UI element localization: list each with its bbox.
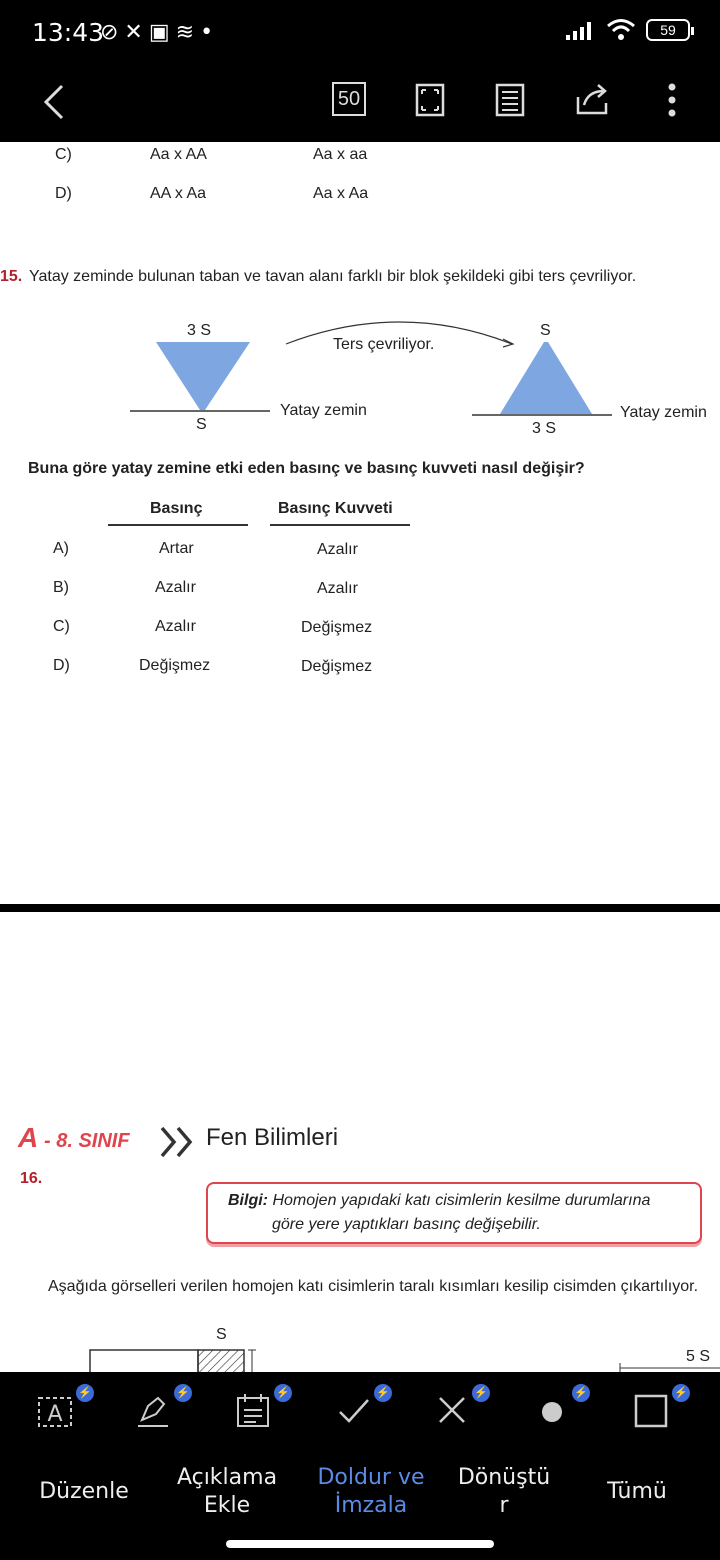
option-a-label[interactable]: A) [53, 540, 69, 557]
option-b-label[interactable]: B) [53, 579, 69, 596]
draw-tool-button[interactable] [134, 1387, 190, 1434]
info-box-line2: göre yere yaptıkları basınç değişebilir. [272, 1216, 541, 1233]
pdf-page-2 [0, 912, 720, 1372]
cross-tool-button[interactable] [432, 1387, 488, 1434]
info-box-line1 [228, 1192, 650, 1210]
status-bar [0, 0, 720, 66]
option-c-col1: Azalır [155, 618, 196, 635]
option-b-col2: Azalır [317, 580, 358, 597]
left-ground-label: Yatay zemin [280, 402, 367, 419]
tab-donustur-label2: r [499, 1493, 509, 1518]
q16-text: Aşağıda görselleri verilen homojen katı cisimlerin taralı kısımları kesilip cisimden çıkartılıyor. [48, 1278, 699, 1295]
prev-option-c-label: C) [55, 146, 72, 163]
more-options-button[interactable] [652, 78, 692, 122]
fullscreen-icon [415, 83, 445, 117]
tab-duzenle-label: Düzenle [39, 1479, 129, 1504]
q15-figure [0, 312, 720, 442]
bolt-icon: ⚡ [472, 1384, 490, 1402]
home-indicator[interactable] [226, 1540, 494, 1548]
left-top-label: 3 S [187, 322, 212, 339]
text-tool-button[interactable] [36, 1387, 92, 1434]
arrow-label: Ters çevriliyor. [333, 336, 435, 353]
text-box-icon [36, 1390, 76, 1430]
tab-duzenle[interactable] [30, 1478, 138, 1506]
svg-text:A: A [47, 1402, 63, 1427]
bolt-icon: ⚡ [572, 1384, 590, 1402]
notification-icons: ⊘✕▣≋• [100, 20, 220, 45]
tab-donustur-label1: Dönüştü [457, 1465, 551, 1490]
tab-aciklama-label2: Ekle [203, 1493, 251, 1518]
bolt-icon: ⚡ [76, 1384, 94, 1402]
pen-icon [134, 1390, 174, 1430]
tab-aciklama-ekle[interactable] [164, 1464, 290, 1520]
rectangle-tool-button[interactable] [632, 1387, 688, 1434]
check-tool-button[interactable] [334, 1387, 390, 1434]
q15-text: Yatay zeminde bulunan taban ve tavan alanı farklı bir blok şekildeki gibi ters çevriliyor. [29, 268, 637, 285]
prev-option-d-col2: Aa x Aa [313, 185, 369, 202]
signal-icon [564, 19, 596, 41]
header-basinc-kuvveti: Basınç Kuvveti [278, 500, 393, 517]
tab-doldur-label1: Doldur ve [317, 1465, 425, 1490]
fullscreen-button[interactable] [410, 78, 450, 122]
square-icon [632, 1390, 672, 1430]
q16-fig-s-label: S [216, 1326, 227, 1343]
left-bottom-label: S [196, 416, 207, 433]
header-subject: Fen Bilimleri [206, 1124, 339, 1151]
chevron-right-icon [158, 1124, 198, 1160]
date-tool-button[interactable] [234, 1387, 290, 1434]
page-number-button[interactable]: 50 [332, 82, 366, 116]
info-label: Bilgi: [228, 1192, 268, 1209]
cross-icon [432, 1390, 472, 1430]
page-separator [0, 904, 720, 912]
prev-option-d-label: D) [55, 185, 72, 202]
tab-doldur-ve-imzala[interactable] [306, 1464, 436, 1520]
q15-number: 15. [0, 268, 23, 285]
tab-tumu-label: Tümü [607, 1479, 667, 1504]
reading-mode-icon [495, 83, 525, 117]
header-grade: - 8. SINIF [44, 1130, 130, 1152]
bolt-icon: ⚡ [174, 1384, 192, 1402]
option-c-col2: Değişmez [301, 619, 373, 636]
status-right [564, 18, 690, 42]
upright-block-shape [500, 342, 592, 414]
calendar-icon [234, 1390, 274, 1430]
right-ground-label: Yatay zemin [620, 404, 707, 421]
right-bottom-label: 3 S [532, 420, 557, 437]
q16-figure [0, 1342, 720, 1372]
share-icon [574, 83, 610, 117]
inverted-block-shape [156, 342, 250, 410]
wifi-icon [606, 18, 636, 42]
checkmark-icon [334, 1390, 374, 1430]
tab-aciklama-label1: Açıklama [176, 1465, 278, 1490]
back-icon[interactable] [36, 80, 76, 124]
option-c-label[interactable]: C) [53, 618, 70, 635]
tab-donustur[interactable] [450, 1464, 558, 1520]
q16-fig-5s-label: 5 S [686, 1348, 711, 1365]
header-underline-2 [270, 524, 410, 526]
q15-question: Buna göre yatay zemine etki eden basınç ve basınç kuvveti nasıl değişir? [28, 460, 585, 477]
option-d-col2: Değişmez [301, 658, 373, 675]
viewer-toolbar [0, 66, 720, 142]
option-a-col2: Azalır [317, 541, 358, 558]
prev-option-c-col1: Aa x AA [150, 146, 207, 163]
dot-icon [532, 1390, 572, 1430]
pdf-page-1 [0, 142, 720, 904]
option-a-col1: Artar [159, 540, 194, 557]
option-d-col1: Değişmez [139, 657, 211, 674]
reading-mode-button[interactable] [490, 78, 530, 122]
right-top-label: S [540, 322, 551, 339]
header-section-letter: A [18, 1122, 39, 1153]
document-viewer[interactable] [0, 142, 720, 1372]
option-b-col1: Azalır [155, 579, 196, 596]
info-line1-text: Homojen yapıdaki katı cisimlerin kesilme durumlarına [268, 1192, 651, 1209]
bolt-icon: ⚡ [374, 1384, 392, 1402]
bolt-icon: ⚡ [672, 1384, 690, 1402]
dot-tool-button[interactable] [532, 1387, 588, 1434]
header-basinc: Basınç [150, 500, 203, 517]
prev-option-d-col1: AA x Aa [150, 185, 207, 202]
info-box [206, 1182, 702, 1244]
hatched-portion [198, 1350, 244, 1372]
option-d-label[interactable]: D) [53, 657, 70, 674]
annotation-tools [0, 1372, 720, 1454]
q16-number: 16. [20, 1170, 43, 1187]
tab-tumu[interactable] [594, 1478, 680, 1506]
more-vertical-icon [666, 82, 678, 118]
solid-block [90, 1350, 198, 1372]
share-button[interactable] [572, 78, 612, 122]
status-time: 13:43 [32, 18, 105, 47]
prev-option-c-col2: Aa x aa [313, 146, 368, 163]
tab-doldur-label2: İmzala [334, 1493, 408, 1518]
header-underline-1 [108, 524, 248, 526]
battery-indicator: 59 [646, 19, 690, 41]
bolt-icon: ⚡ [274, 1384, 292, 1402]
